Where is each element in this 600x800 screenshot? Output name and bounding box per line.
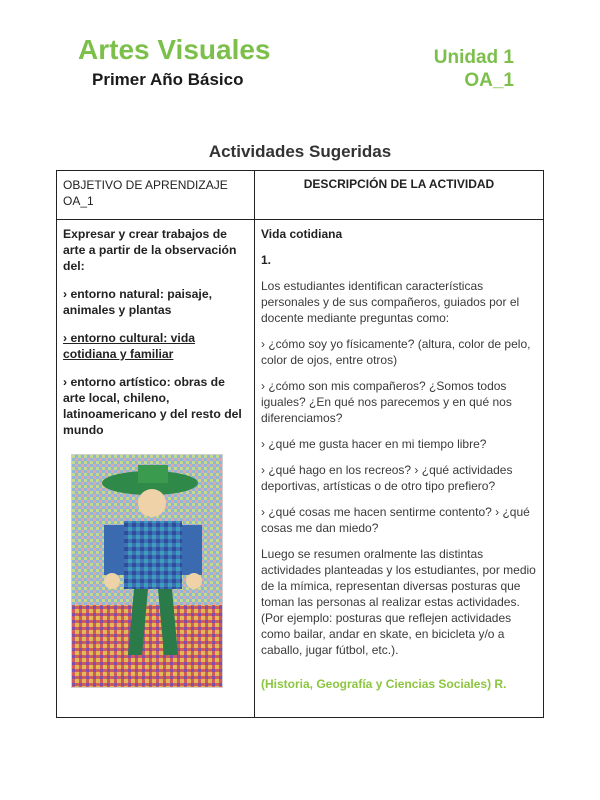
unit-label: Unidad 1 (433, 47, 514, 68)
oa-label: OA_1 (464, 70, 514, 91)
question-recess: › ¿qué hago en los recreos? › ¿qué actividades deportivas, artísticas o de otro tipo prefiero? (261, 463, 513, 493)
activity-heading: Vida cotidiana (261, 227, 343, 241)
col-left-header: OBJETIVO DE APRENDIZAJE OA_1 (57, 171, 255, 220)
table-header-row (57, 171, 544, 220)
question-physical: › ¿cómo soy yo físicamente? (altura, color de pelo, color de ojos, entre otros) (261, 337, 531, 367)
activity-summary: Luego se resumen oralmente las distintas actividades planteadas y los estudiantes, por medio de la mímica, representan diversas posturas que toman las personas al realizar estas actividades. (Por ejemplo: posturas que reflejen actividades como bailar, andar en skate, en bicicleta y/o a caballo, jugar fútbol, etc.). (261, 547, 536, 657)
grade-subtitle: Primer Año Básico (92, 70, 244, 89)
objective-cell (57, 220, 255, 718)
artwork-mosaic-image (71, 454, 223, 688)
page-header (0, 0, 600, 100)
objective-item-cultural: › entorno cultural: vida cotidiana y familiar (63, 331, 196, 361)
objective-item-artistic: › entorno artístico: obras de arte local, chileno, latinoamericano y del resto del mundo (63, 375, 242, 437)
description-cell (255, 220, 544, 718)
activities-table (56, 170, 544, 718)
activity-intro: Los estudiantes identifican características personales y de sus compañeros, guiados por el docente mediante preguntas como: (261, 279, 520, 325)
objective-item-natural: › entorno natural: paisaje, animales y plantas (63, 287, 212, 317)
question-feelings: › ¿qué cosas me hacen sentirme contento? › ¿qué cosas me dan miedo? (261, 505, 530, 535)
section-title: Actividades Sugeridas (208, 142, 392, 161)
subject-reference: (Historia, Geografía y Ciencias Sociales) R. (261, 677, 507, 691)
question-classmates: › ¿cómo son mis compañeros? ¿Somos todos iguales? ¿En qué nos parecemos y en qué nos diferenciamos? (261, 379, 512, 425)
question-free-time: › ¿qué me gusta hacer en mi tiempo libre? (261, 437, 487, 451)
objective-intro: Expresar y crear trabajos de arte a partir de la observación del: (63, 227, 237, 273)
table-body-row (57, 220, 544, 718)
col-right-header: DESCRIPCIÓN DE LA ACTIVIDAD (255, 171, 544, 220)
course-title: Artes Visuales (78, 34, 271, 65)
activity-number: 1. (261, 253, 272, 267)
